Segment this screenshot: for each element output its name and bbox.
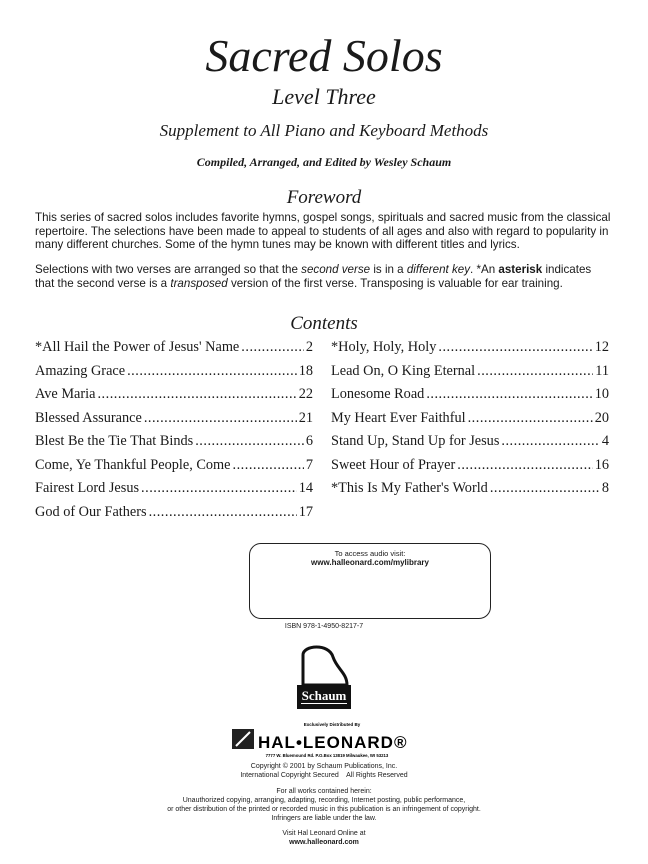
entry-title: Come, Ye Thankful People, Come xyxy=(35,456,231,473)
dot-leader xyxy=(241,338,304,362)
entry-page: 7 xyxy=(305,456,313,473)
contents-entry xyxy=(35,456,313,480)
credit: Compiled, Arranged, and Edited by Wesley Schaum xyxy=(196,155,452,169)
legal-notice: For all works contained herein: Unauthorized copying, arranging, adapting, recording, Internet posting, public performance, or other distribution of the printed or recorded music in this publication is an infringement of copyright. Infringers are liable under the law. xyxy=(167,788,481,822)
svg-text:Schaum: Schaum xyxy=(301,688,347,703)
entry-title: Fairest Lord Jesus xyxy=(35,480,140,496)
entry-page: 4 xyxy=(601,433,609,449)
contents-left-column xyxy=(35,338,313,526)
copyright: Copyright © 2001 by Schaum Publications, Inc. International Copyright Secured All Rights Reserved xyxy=(240,763,408,779)
entry-title: Ave Maria xyxy=(35,386,96,402)
foreword-heading: Foreword xyxy=(286,187,362,208)
entry-page: 22 xyxy=(298,386,313,402)
entry-title: My Heart Ever Faithful xyxy=(331,409,466,426)
contents-entry xyxy=(331,432,609,456)
contents-entry xyxy=(331,338,609,362)
entry-title: God of Our Fathers xyxy=(35,503,147,520)
entry-title: Sweet Hour of Prayer xyxy=(331,456,456,473)
dot-leader xyxy=(141,479,297,503)
contents-entry xyxy=(35,479,313,503)
entry-page: 10 xyxy=(594,386,609,402)
contents-entry xyxy=(35,362,313,386)
entry-title: Lead On, O King Eternal xyxy=(331,362,476,379)
contents-entry xyxy=(331,456,609,480)
subtitle: Supplement to All Piano and Keyboard Methods xyxy=(159,121,489,140)
dot-leader xyxy=(149,503,297,527)
dot-leader xyxy=(195,432,304,456)
entry-page: 16 xyxy=(594,456,609,473)
contents-entry xyxy=(35,338,313,362)
entry-title: Lonesome Road xyxy=(331,386,425,402)
contents-entry xyxy=(35,409,313,433)
contents-entry xyxy=(35,503,313,527)
contents-entry xyxy=(331,409,609,433)
entry-title: *All Hail the Power of Jesus' Name xyxy=(35,339,240,355)
svg-text:HAL•LEONARD®: HAL•LEONARD® xyxy=(258,733,408,752)
level: Level Three xyxy=(272,84,376,109)
website-link[interactable]: www.halleonard.com xyxy=(289,839,359,846)
contents-entry xyxy=(35,432,313,456)
audio-url[interactable]: www.halleonard.com/mylibrary xyxy=(311,558,429,567)
entry-page: 17 xyxy=(298,503,313,520)
entry-page: 21 xyxy=(298,409,313,426)
entry-page: 14 xyxy=(298,480,313,496)
dot-leader xyxy=(438,338,592,362)
visit-online: Visit Hal Leonard Online at www.halleonard.com xyxy=(282,830,366,846)
dot-leader xyxy=(457,456,592,480)
schaum-logo xyxy=(289,645,359,711)
svg-text:7777 W. Bluemound Rd. P.O.Box: 7777 W. Bluemound Rd. P.O.Box 13819 Milwaukee, WI 53213 xyxy=(265,753,389,758)
dot-leader xyxy=(501,432,599,456)
entry-page: 2 xyxy=(305,339,313,355)
dot-leader xyxy=(477,362,593,386)
book-title: Sacred Solos xyxy=(205,30,443,81)
svg-text:Exclusively Distributed By: Exclusively Distributed By xyxy=(303,722,361,727)
dot-leader xyxy=(233,456,304,480)
foreword-paragraph-1: This series of sacred solos includes favorite hymns, gospel songs, spirituals and sacred music from the classical repertoire. The selections have been made to appeal to students of all ages and also with regard to popularity in many different churches. Some of the hymn tunes may be known with different titles and lyrics. xyxy=(35,211,611,252)
isbn: ISBN 978-1-4950-8217-7 xyxy=(284,623,364,630)
dot-leader xyxy=(426,385,592,409)
entry-page: 8 xyxy=(601,480,609,496)
contents-right-column xyxy=(331,338,609,503)
entry-page: 11 xyxy=(595,362,609,379)
contents-entry xyxy=(331,385,609,409)
audio-access-box xyxy=(249,543,491,619)
dot-leader xyxy=(97,385,296,409)
entry-title: Blest Be the Tie That Binds xyxy=(35,433,194,449)
contents-entry xyxy=(331,362,609,386)
dot-leader xyxy=(127,362,297,386)
dot-leader xyxy=(144,409,297,433)
contents-entry xyxy=(331,479,609,503)
entry-page: 12 xyxy=(594,339,609,355)
entry-title: Stand Up, Stand Up for Jesus xyxy=(331,433,500,449)
foreword-paragraph-2: Selections with two verses are arranged so that the second verse is in a different key. *An asterisk indicates that the second verse is a transposed version of the first verse. Transposing is valuable for ear training. xyxy=(35,263,592,290)
entry-title: *This Is My Father's World xyxy=(331,480,488,496)
entry-title: Blessed Assurance xyxy=(35,409,142,426)
entry-page: 18 xyxy=(298,362,313,379)
contents-heading: Contents xyxy=(290,313,358,334)
entry-page: 20 xyxy=(594,409,609,426)
contents-entry xyxy=(35,385,313,409)
entry-title: *Holy, Holy, Holy xyxy=(331,339,437,355)
dot-leader xyxy=(468,409,593,433)
entry-title: Amazing Grace xyxy=(35,362,126,379)
dot-leader xyxy=(490,479,600,503)
entry-page: 6 xyxy=(305,433,313,449)
hal-leonard-logo xyxy=(232,720,422,760)
audio-label: To access audio visit: xyxy=(334,549,406,558)
